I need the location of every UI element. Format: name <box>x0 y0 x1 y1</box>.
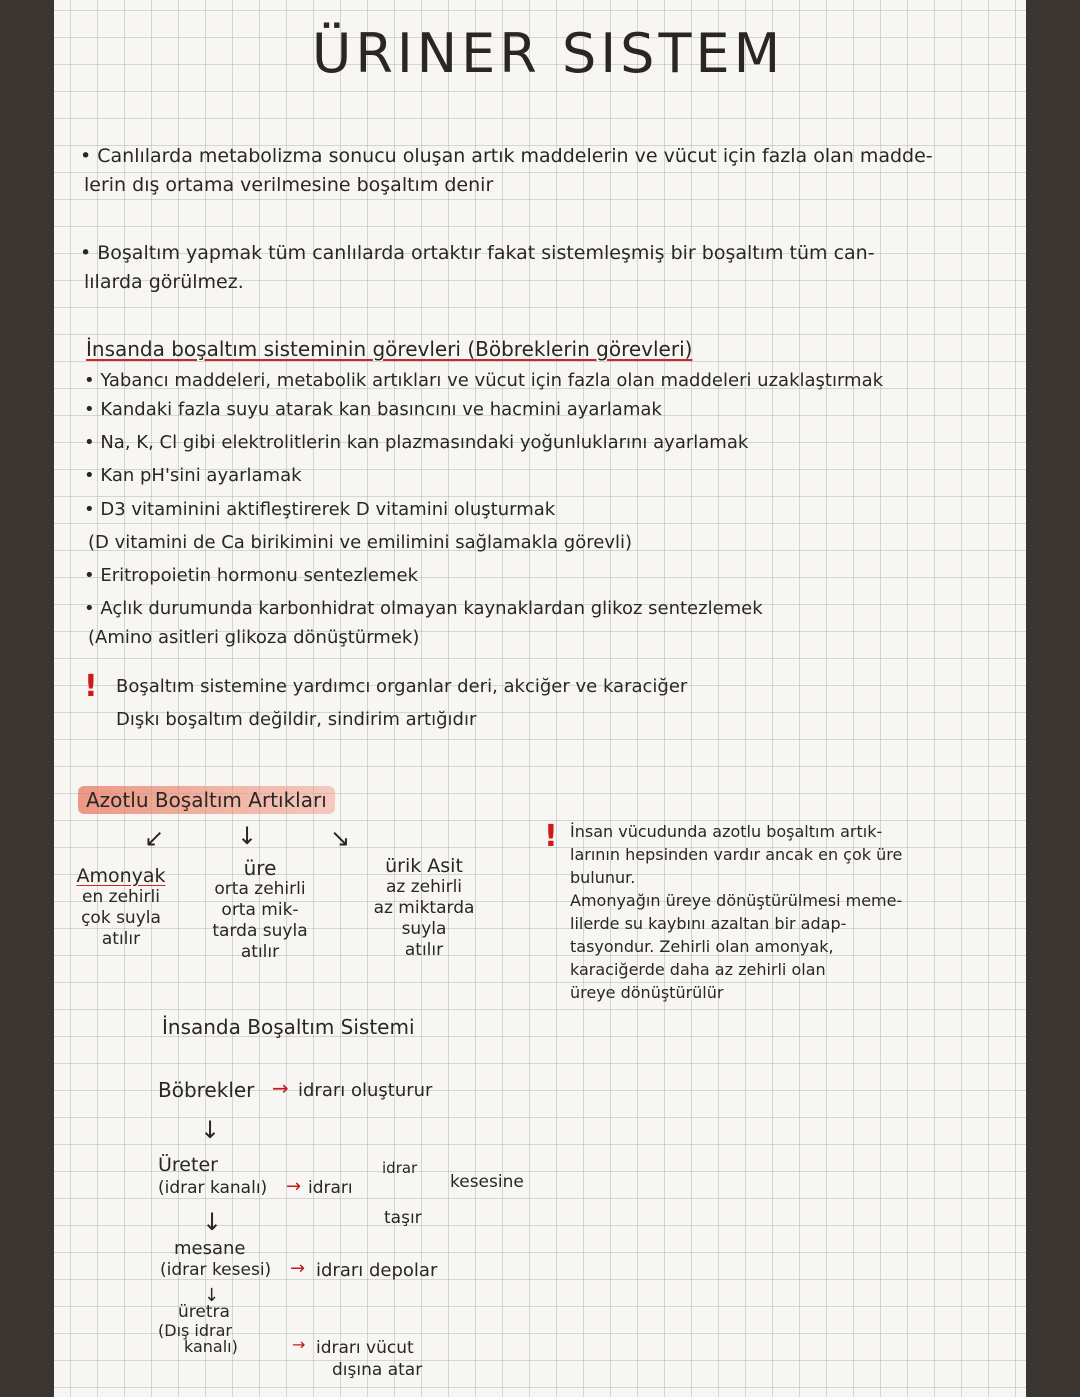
urethra-sub-2: kanalı) <box>184 1337 238 1356</box>
bladder-sub: (idrar kesesi) <box>160 1260 272 1280</box>
uric-acid-water-1: az miktarda <box>373 898 475 918</box>
duties-heading <box>86 336 692 362</box>
side-note-line: tasyondur. Zehirli olan amonyak, <box>570 937 834 956</box>
urethra-function-1: idrarı vücut <box>316 1338 414 1358</box>
nitrogen-heading-text: Azotlu Boşaltım Artıkları <box>78 786 335 814</box>
side-note-line: bulunur. <box>570 868 636 887</box>
duty-item-2: • Kandaki fazla suyu atarak kan basıncını ve hacmini ayarlamak <box>84 397 662 423</box>
side-note-line: İnsan vücudunda azotlu boşaltım artık- <box>570 822 883 841</box>
bladder-label: mesane <box>174 1238 246 1259</box>
uric-acid-water-3: atılır <box>404 940 444 960</box>
urea-toxicity: orta zehirli <box>214 879 306 899</box>
uric-acid-name: ürik Asit <box>385 855 463 877</box>
uric-acid-column <box>354 856 494 961</box>
system-heading: İnsanda Boşaltım Sistemi <box>162 1015 415 1039</box>
urea-column <box>200 858 320 963</box>
urea-name: üre <box>243 856 277 880</box>
nitrogen-heading <box>78 787 335 813</box>
uric-acid-water-2: suyla <box>401 919 447 939</box>
ammonia-column <box>66 866 176 950</box>
kidney-function: idrarı oluşturur <box>298 1080 433 1101</box>
side-note <box>570 820 902 1004</box>
urethra-label: üretra <box>178 1302 230 1322</box>
duty-item-4: • Kan pH'sini ayarlamak <box>84 463 302 489</box>
urethra-sub-1: (Dış idrar <box>158 1321 232 1340</box>
arrow-right-icon: → <box>272 1076 289 1100</box>
duty-item-7: • Eritropoietin hormonu sentezlemek <box>84 563 418 589</box>
duty-item-6: (D vitamini de Ca birikimini ve emilimini sağlamakla görevli) <box>88 532 632 553</box>
ureter-function-2: kesesine <box>450 1172 524 1192</box>
duty-item-9: (Amino asitleri glikoza dönüştürmek) <box>88 627 420 648</box>
ammonia-water-1: çok suyla <box>81 908 161 928</box>
arrow-down-icon: ↓ <box>200 1116 221 1144</box>
ureter-function-top: idrar <box>382 1159 418 1177</box>
arrow-down-icon: ↓ <box>204 1285 220 1306</box>
note-helper-organs: Boşaltım sistemine yardımcı organlar deri, akciğer ve karaciğer <box>116 676 688 697</box>
side-note-line: karaciğerde daha az zehirli olan <box>570 960 826 979</box>
urea-water-1: orta mik- <box>221 900 299 920</box>
ammonia-toxicity: en zehirli <box>82 887 160 907</box>
duty-item-3: • Na, K, Cl gibi elektrolitlerin kan plazmasındaki yoğunluklarını ayarlamak <box>84 430 748 456</box>
intro-p2-line2: lılarda görülmez. <box>84 271 244 293</box>
intro-p2-line1: • Boşaltım yapmak tüm canlılarda ortaktır fakat sistemleşmiş bir boşaltım tüm can- <box>80 240 875 266</box>
urea-water-3: atılır <box>240 942 280 962</box>
arrow-right-icon: → <box>290 1258 306 1279</box>
page-title: ÜRINER SISTEM <box>311 22 785 85</box>
arrow-down-left-icon: ↙ <box>144 824 165 852</box>
arrow-right-icon: → <box>286 1176 302 1197</box>
side-note-line: üreye dönüştürülür <box>570 983 724 1002</box>
side-note-line: lilerde su kaybını azaltan bir adap- <box>570 914 847 933</box>
duties-heading-text: İnsanda boşaltım sisteminin görevleri (Böbreklerin görevleri) <box>86 337 693 361</box>
ureter-function-3: taşır <box>384 1208 422 1228</box>
bladder-function: idrarı depolar <box>316 1260 438 1281</box>
ureter-function-1: idrarı <box>308 1178 353 1198</box>
ammonia-name: Amonyak <box>76 865 166 887</box>
arrow-down-right-icon: ↘ <box>330 824 351 852</box>
arrow-down-icon: ↓ <box>237 822 258 850</box>
arrow-right-icon: → <box>292 1335 306 1354</box>
intro-p1-line2: lerin dış ortama verilmesine boşaltım denir <box>84 174 494 196</box>
note-feces: Dışkı boşaltım değildir, sindirim artığıdır <box>116 709 477 730</box>
urethra-function-2: dışına atar <box>332 1360 423 1380</box>
duty-item-1: • Yabancı maddeleri, metabolik artıkları ve vücut için fazla olan maddeleri uzaklaştırmak <box>84 368 883 394</box>
ureter-label: Üreter <box>158 1154 218 1176</box>
notebook-page <box>54 0 1026 1397</box>
exclamation-icon: ! <box>84 669 98 704</box>
intro-p1-line1: • Canlılarda metabolizma sonucu oluşan artık maddelerin ve vücut için fazla olan madde- <box>80 143 933 169</box>
kidney-label: Böbrekler <box>158 1078 255 1102</box>
arrow-down-icon: ↓ <box>202 1208 223 1236</box>
exclamation-icon: ! <box>544 819 558 854</box>
duty-item-8: • Açlık durumunda karbonhidrat olmayan kaynaklardan glikoz sentezlemek <box>84 596 763 622</box>
ammonia-water-2: atılır <box>101 929 141 949</box>
urea-water-2: tarda suyla <box>212 921 308 941</box>
duty-item-5: • D3 vitaminini aktifleştirerek D vitamini oluşturmak <box>84 497 555 523</box>
ureter-sub: (idrar kanalı) <box>158 1178 268 1198</box>
uric-acid-toxicity: az zehirli <box>385 877 463 897</box>
side-note-line: larının hepsinden vardır ancak en çok üre <box>570 845 903 864</box>
side-note-line: Amonyağın üreye dönüştürülmesi meme- <box>570 891 903 910</box>
